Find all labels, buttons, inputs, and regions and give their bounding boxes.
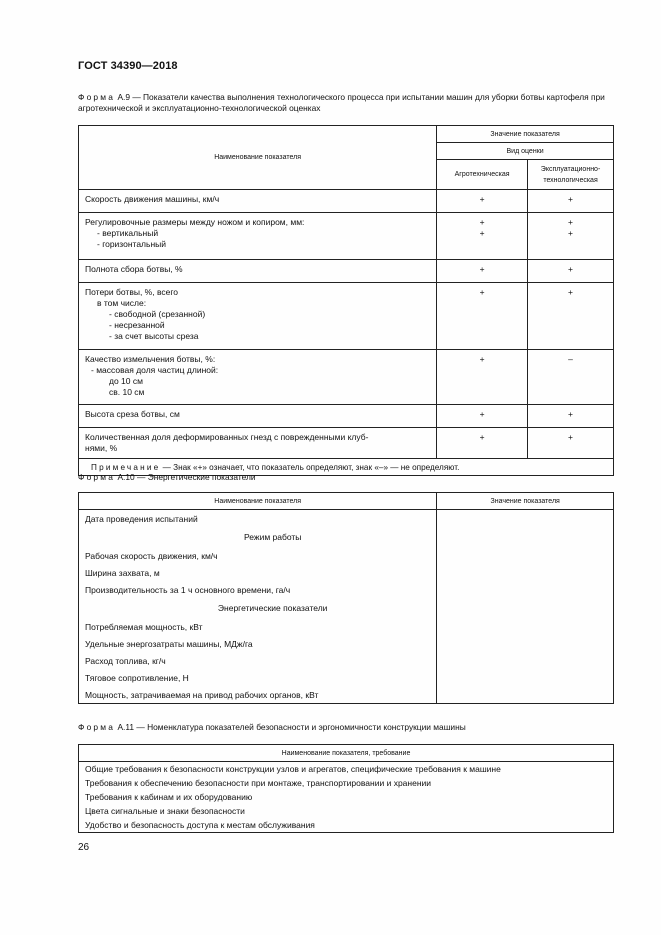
row-label: Рабочая скорость движения, км/ч [79,547,437,564]
table-a11 [78,744,614,833]
row-label: Расход топлива, кг/ч [79,652,437,669]
row-label: Общие требования к безопасности конструкции узлов и агрегатов, специфические требования к машине [79,762,614,777]
caption-text: А.11 — Номенклатура показателей безопасности и эргономичности конструкции машины [117,722,466,732]
row-label: Высота среза ботвы, см [79,405,437,428]
row-label: Удобство и безопасность доступа к местам обслуживания [79,818,614,833]
row-label: Удельные энергозатраты машины, МДж/га [79,635,437,652]
caption-word: Форма [78,472,116,482]
table-row [79,428,614,459]
form-a10-caption [78,472,614,483]
row-label: Требования к обеспечению безопасности при монтаже, транспортировании и хранении [79,776,614,790]
row-agro-value: + [437,350,528,405]
caption-word: Форма [78,722,116,732]
row-label: Дата проведения испытаний [79,510,437,528]
row-agro-value: + [437,405,528,428]
row-expl-value: + [528,190,614,213]
row-agro-value: + + [437,213,528,260]
col-header-value: Значение показателя [437,493,614,510]
caption-word: Форма [78,92,116,102]
table-row [79,350,614,405]
table-row [79,405,614,428]
row-label: Ширина захвата, м [79,564,437,581]
col-header-expl-line2: технологическая [543,176,598,184]
table-row [79,260,614,283]
row-label: Тяговое сопротивление, Н [79,669,437,686]
row-label: Полнота сбора ботвы, % [79,260,437,283]
row-label: Регулировочные размеры между ножом и копиром, мм: - вертикальный - горизонтальный [79,213,437,260]
col-header-expl-line1: Эксплуатационно- [540,165,601,173]
section-heading: Энергетические показатели [79,598,437,618]
row-label: Мощность, затрачиваемая на привод рабочих органов, кВт [79,686,437,704]
row-expl-value: + [528,283,614,350]
col-header-value: Значение показателя [437,126,614,143]
table-row [79,762,614,777]
row-agro-value: + [437,260,528,283]
col-header-kind: Вид оценки [437,143,614,160]
note-word: Примечание [91,462,161,472]
row-label: Потери ботвы, %, всего в том числе: - свободной (срезанной) - несрезанной - за счет высоты среза [79,283,437,350]
col-header-name: Наименование показателя [79,493,437,510]
row-expl-value: + [528,260,614,283]
table-row [79,190,614,213]
value-cell [437,510,614,704]
row-label: Цвета сигнальные и знаки безопасности [79,804,614,818]
row-agro-value: + [437,283,528,350]
row-expl-value: – [528,350,614,405]
form-a9-caption [78,92,614,114]
col-header-expl [528,160,614,190]
row-label: Скорость движения машины, км/ч [79,190,437,213]
caption-text: А.9 — Показатели качества выполнения технологического процесса при испытании машин для уборки ботвы картофеля при агротехнической и эксплуатационно-технологической оценках [78,92,605,113]
table-row [79,776,614,790]
table-a10 [78,492,614,704]
table-row [79,790,614,804]
row-label: Требования к кабинам и их оборудованию [79,790,614,804]
col-header-agro: Агротехническая [437,160,528,190]
table-a9 [78,125,614,476]
table-row [79,510,614,528]
row-expl-value: + + [528,213,614,260]
table-row [79,804,614,818]
table-row [79,213,614,260]
row-label: Производительность за 1 ч основного времени, га/ч [79,581,437,598]
form-a11-caption [78,722,614,733]
note-text: — Знак «+» означает, что показатель определяют, знак «–» — не определяют. [162,462,460,472]
table-row [79,283,614,350]
row-agro-value: + [437,428,528,459]
row-agro-value: + [437,190,528,213]
page-number: 26 [78,842,90,853]
row-label: Потребляемая мощность, кВт [79,618,437,635]
row-label: Количественная доля деформированных гнезд с поврежденными клуб- нями, % [79,428,437,459]
row-expl-value: + [528,405,614,428]
row-label: Качество измельчения ботвы, %: - массовая доля частиц длиной: до 10 см св. 10 см [79,350,437,405]
table-row [79,818,614,833]
section-heading: Режим работы [79,527,437,547]
document-code: ГОСТ 34390—2018 [78,60,178,72]
col-header-name: Наименование показателя, требование [79,745,614,762]
col-header-name: Наименование показателя [79,126,437,190]
caption-text: А.10 — Энергетические показатели [117,472,256,482]
row-expl-value: + [528,428,614,459]
